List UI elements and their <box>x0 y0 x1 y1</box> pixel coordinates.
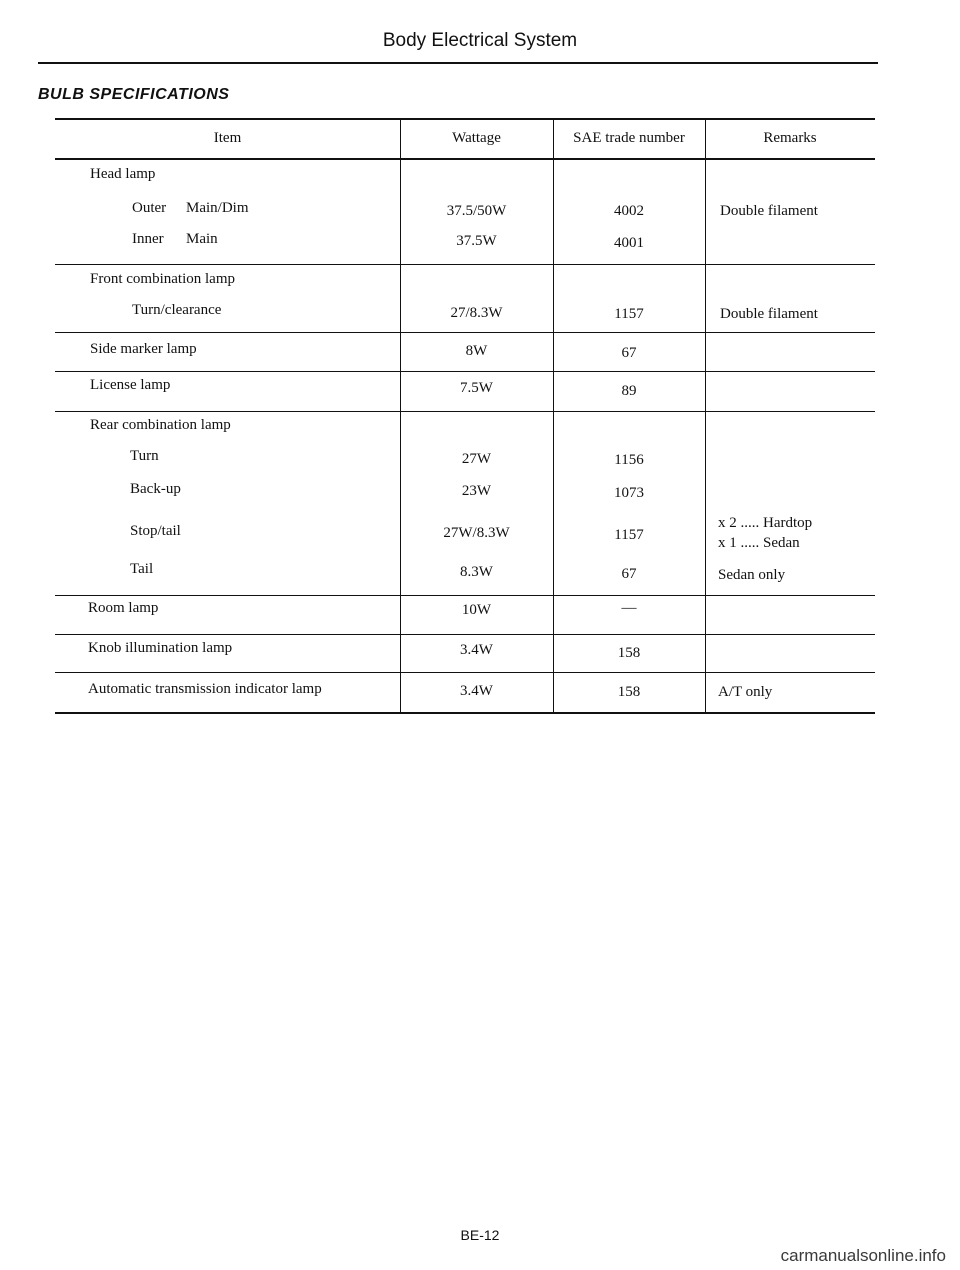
section-title: BULB SPECIFICATIONS <box>38 86 230 103</box>
cell-sae: 4002 <box>614 203 644 219</box>
cell-remarks: x 2 ..... Hardtop <box>718 515 813 531</box>
cell-wattage: 27/8.3W <box>450 305 503 321</box>
table-bottom-rule <box>55 712 875 714</box>
cell-sae: 89 <box>621 383 637 399</box>
column-rule-sae-remarks <box>705 118 706 712</box>
cell-remarks: Double filament <box>720 203 818 219</box>
row-item-label: Stop/tail <box>130 523 181 539</box>
row-item-label: Tail <box>130 561 154 577</box>
table-header-rule <box>55 158 875 160</box>
cell-sae: 1157 <box>614 527 644 543</box>
row-separator <box>55 595 875 596</box>
cell-sae: 158 <box>617 684 641 700</box>
cell-sae: 1157 <box>614 306 644 322</box>
table-top-rule <box>55 118 875 120</box>
cell-remarks: x 1 ..... Sedan <box>718 535 800 551</box>
row-sub-label: Outer <box>132 200 167 216</box>
cell-sae: — <box>621 600 637 616</box>
column-header-item: Item <box>213 130 242 146</box>
row-item-label: Turn/clearance <box>132 302 222 318</box>
column-header-remarks: Remarks <box>763 130 817 146</box>
column-header-wattage: Wattage <box>452 130 501 146</box>
cell-wattage: 23W <box>461 483 492 499</box>
row-item-label: Main/Dim <box>186 200 249 216</box>
group-label-rear-combination: Rear combination lamp <box>90 417 231 433</box>
cell-wattage: 3.4W <box>460 642 493 658</box>
row-item-label: Main <box>186 231 218 247</box>
cell-wattage: 8W <box>465 343 488 359</box>
row-separator <box>55 672 875 673</box>
cell-sae: 158 <box>617 645 641 661</box>
row-item-label: License lamp <box>90 377 171 393</box>
row-separator <box>55 411 875 412</box>
cell-wattage: 10W <box>461 602 492 618</box>
cell-wattage: 27W/8.3W <box>443 525 510 541</box>
group-label-front-combination: Front combination lamp <box>90 271 235 287</box>
cell-remarks: Double filament <box>720 306 818 322</box>
column-header-sae: SAE trade number <box>573 130 685 146</box>
cell-remarks: Sedan only <box>718 567 786 583</box>
cell-wattage: 37.5W <box>456 233 497 249</box>
cell-remarks: A/T only <box>718 684 773 700</box>
row-separator <box>55 332 875 333</box>
cell-sae: 4001 <box>614 235 644 251</box>
header-rule <box>38 62 878 64</box>
row-separator <box>55 634 875 635</box>
row-separator <box>55 264 875 265</box>
page-number: BE-12 <box>460 1227 500 1243</box>
cell-sae: 1156 <box>614 452 644 468</box>
row-separator <box>55 371 875 372</box>
cell-wattage: 37.5/50W <box>446 203 507 219</box>
page-header: Body Electrical System <box>382 30 578 51</box>
cell-wattage: 8.3W <box>460 564 493 580</box>
cell-wattage: 27W <box>461 451 492 467</box>
row-item-label: Room lamp <box>88 600 159 616</box>
row-item-label: Knob illumination lamp <box>88 640 233 656</box>
row-sub-label: Inner <box>132 231 164 247</box>
row-item-label: Back-up <box>130 481 181 497</box>
watermark-text: carmanualsonline.info <box>780 1246 946 1265</box>
group-label-head-lamp: Head lamp <box>90 166 156 182</box>
cell-sae: 1073 <box>614 485 644 501</box>
row-item-label: Side marker lamp <box>90 341 197 357</box>
cell-sae: 67 <box>621 345 637 361</box>
cell-sae: 67 <box>621 566 637 582</box>
row-item-label: Turn <box>130 448 159 464</box>
cell-wattage: 3.4W <box>460 683 493 699</box>
cell-wattage: 7.5W <box>460 380 493 396</box>
row-item-label: Automatic transmission indicator lamp <box>88 681 322 697</box>
